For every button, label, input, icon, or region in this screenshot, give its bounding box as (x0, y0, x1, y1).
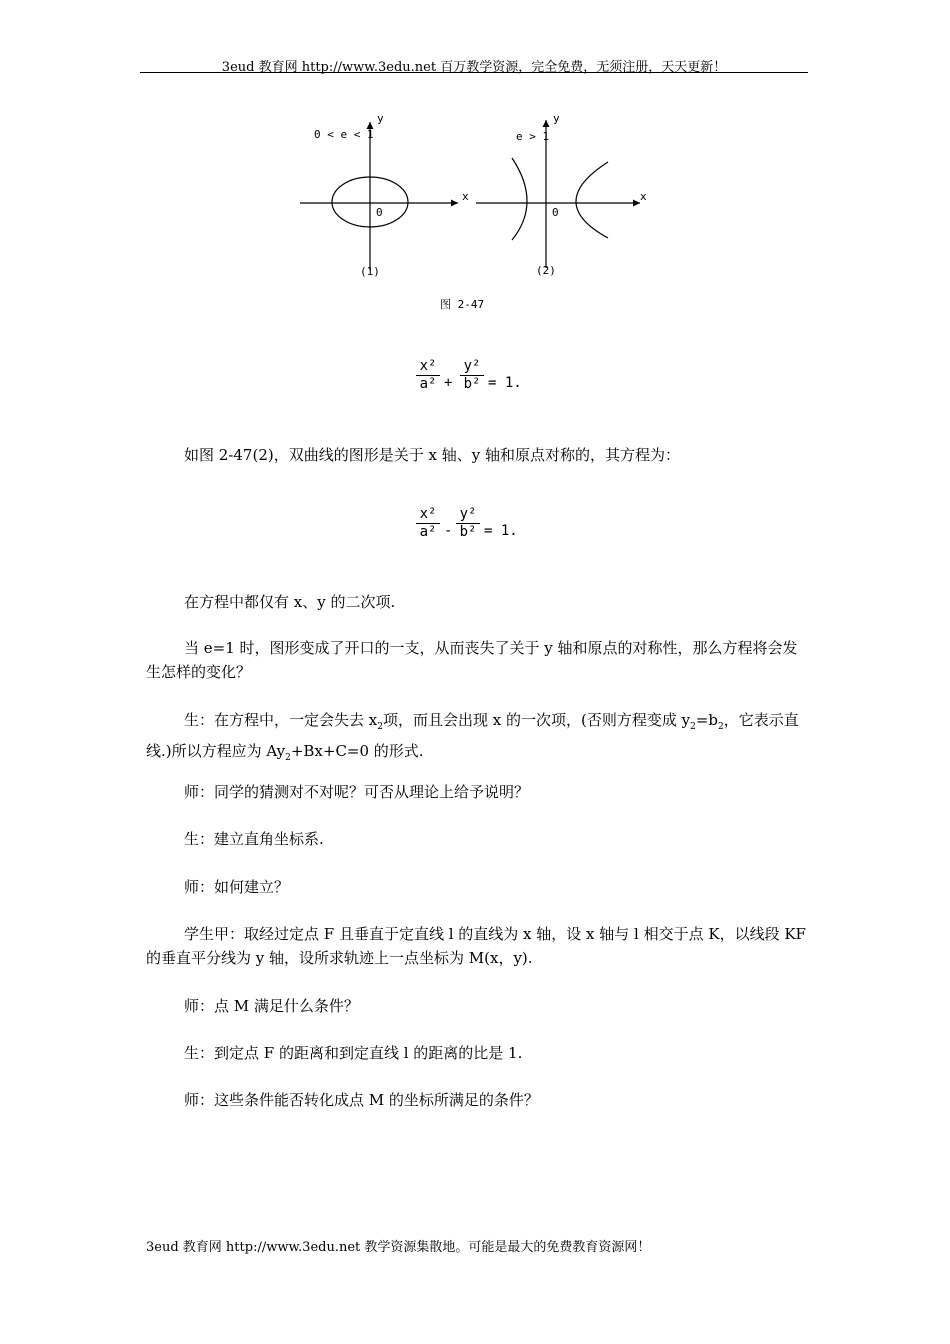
paragraph-e-equals-1: 当 e=1 时，图形变成了开口的一支，从而丧失了关于 y 轴和原点的对称性，那么方程将会发生怎样的变化？ (146, 639, 798, 681)
page-footer: 3eud 教育网 http://www.3edu.net 教学资源集散地。可能是最大的免费教育资源网！ (146, 1240, 651, 1255)
y-arrow-2 (543, 120, 550, 127)
frac1-denominator: a² (419, 376, 437, 392)
x-label-2: x (640, 190, 647, 203)
paragraph-student-coordinate: 生：建立直角坐标系. (184, 830, 324, 848)
frac3-denominator: a² (419, 524, 437, 540)
frac1-numerator: x² (416, 358, 440, 376)
subfig-label-2: (2) (536, 264, 556, 277)
ellipse-equation (416, 358, 556, 414)
x-label-1: x (462, 190, 469, 203)
hyperbola-left-branch (512, 158, 527, 240)
minus-sign: - (444, 523, 453, 539)
paragraph-teacher-question-1: 师：同学的猜测对不对呢？可否从理论上给予说明？ (184, 783, 530, 801)
hyperbola-equation (416, 506, 556, 562)
origin-1: 0 (376, 206, 383, 219)
hyperbola-right-branch (576, 162, 608, 238)
frac3-numerator: x² (416, 506, 440, 524)
subfig-label-1: (1) (360, 265, 380, 278)
paragraph-quadratic-terms: 在方程中都仅有 x、y 的二次项. (184, 593, 396, 611)
hyperbola-label: e > 1 (516, 130, 550, 143)
ellipse-diagram (300, 112, 469, 278)
origin-2: 0 (552, 206, 559, 219)
paragraph-student-jia: 学生甲：取经过定点 F 且垂直于定直线 l 的直线为 x 轴，设 x 轴与 l 相交于点 K，以线段 KF 的垂直平分线为 y 轴，设所求轨迹上一点坐标为 M(x，y). (146, 925, 806, 967)
x-arrow-2 (633, 200, 640, 207)
paragraph-teacher-how: 师：如何建立？ (184, 878, 290, 896)
frac2-numerator: y² (460, 358, 484, 376)
paragraph-teacher-convert: 师：这些条件能否转化成点 M 的坐标所满足的条件？ (184, 1091, 539, 1109)
y-label-1: y (377, 112, 384, 125)
figure-2-47 (290, 100, 670, 320)
y-label-2: y (553, 112, 560, 125)
paragraph-hyperbola-intro: 如图 2-47(2)，双曲线的图形是关于 x 轴、y 轴和原点对称的，其方程为： (184, 446, 680, 464)
x-arrow-1 (451, 200, 458, 207)
header-rule (140, 72, 808, 73)
equation-rhs: = 1. (488, 375, 522, 391)
ellipse-label: 0 < e < 1 (314, 128, 374, 141)
figure-caption: 图 2-47 (440, 298, 485, 311)
plus-sign: + (444, 375, 453, 391)
frac4-numerator: y² (456, 506, 480, 524)
page-header: 3eud 教育网 http://www.3edu.net 百万教学资源，完全免费，无须注册，天天更新！ (221, 60, 727, 75)
paragraph-teacher-condition: 师：点 M 满足什么条件？ (184, 997, 359, 1015)
paragraph-student-ratio: 生：到定点 F 的距离和到定直线 l 的距离的比是 1. (184, 1044, 523, 1062)
paragraph-student-answer: 生：在方程中，一定会失去 $x_2$项，而且会出现 x 的一次项，(否则方程变成 $y_2=b_2$，它表示直线.)所以方程应为 $Ay_2+Bx+C=0$ 的形式. (146, 711, 799, 763)
frac4-denominator: b² (459, 524, 477, 540)
hyperbola-diagram (476, 112, 647, 277)
frac2-denominator: b² (463, 376, 481, 392)
equation-rhs-2: = 1. (484, 523, 518, 539)
